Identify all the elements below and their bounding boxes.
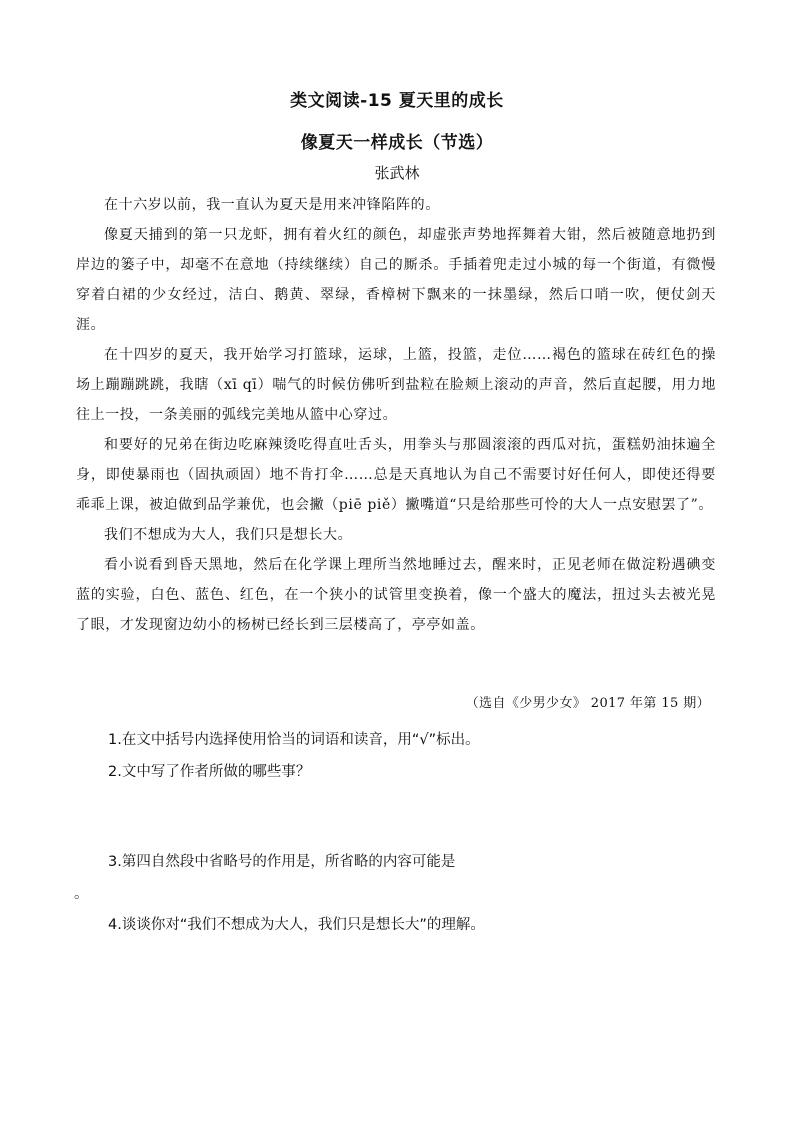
article-paragraph: 和要好的兄弟在街边吃麻辣烫吃得直吐舌头，用拳头与那圆滚滚的西瓜对抗，蛋糕奶油抹遍全身，即使暴雨也（固执顽固）地不肯打伞……总是天真地认为自己不需要讨好任何人，即使还得要乖乖上课，被迫做到品学兼优，也会撇（piē piě）撇嘴道“只是给那些可怜的大人一点安慰罢了”。 bbox=[76, 437, 716, 513]
article-title: 像夏天一样成长（节选） bbox=[300, 133, 494, 153]
article-paragraph: 在十六岁以前，我一直认为夏天是用来冲锋陷阵的。 bbox=[104, 197, 440, 213]
article-paragraph: 在十四岁的夏天，我开始学习打篮球，运球，上篮，投篮，走位……褐色的篮球在砖红色的操场上蹦蹦跳跳，我瞎（xī qī）喘气的时候仿佛听到盐粒在脸颊上滚动的声音，然后直起腰，用力地往上一投，一条美丽的弧线完美地从篮中心穿过。 bbox=[76, 347, 716, 423]
article-paragraph: 像夏天捕到的第一只龙虾，拥有着火红的颜色，却虚张声势地挥舞着大钳，然后被随意地扔到岸边的篓子中，却毫不在意地（持续继续）自己的厮杀。手插着兜走过小城的每一个街道，有微慢穿着白裙的少女经过，洁白、鹅黄、翠绿，香樟树下飘来的一抹墨绿，然后口哨一吹，便仗剑天涯。 bbox=[76, 227, 716, 333]
question-3-tail: 。 bbox=[74, 886, 89, 902]
article-source: （选自《少男少女》 2017 年第 15 期） bbox=[465, 696, 710, 711]
question-2: 2.文中写了作者所做的哪些事？ bbox=[108, 764, 311, 780]
document-title: 类文阅读-15 夏天里的成长 bbox=[290, 91, 504, 111]
article-body bbox=[76, 190, 716, 640]
article-paragraph: 我们不想成为大人，我们只是想长大。 bbox=[104, 527, 353, 543]
question-3: 3.第四自然段中省略号的作用是，所省略的内容可能是 bbox=[108, 854, 456, 870]
article-paragraph: 看小说看到昏天黑地，然后在化学课上理所当然地睡过去，醒来时，正见老师在做淀粉遇碘变蓝的实验，白色、蓝色、红色，在一个狭小的试管里变换着，像一个盛大的魔法，扭过头去被光晃了眼，才发现窗边幼小的杨树已经长到三层楼高了，亭亭如盖。 bbox=[76, 557, 716, 633]
question-1: 1.在文中括号内选择使用恰当的词语和读音，用“√”标出。 bbox=[108, 732, 480, 748]
article-author: 张武林 bbox=[374, 164, 420, 182]
question-4: 4.谈谈你对“我们不想成为大人，我们只是想长大”的理解。 bbox=[108, 917, 485, 933]
